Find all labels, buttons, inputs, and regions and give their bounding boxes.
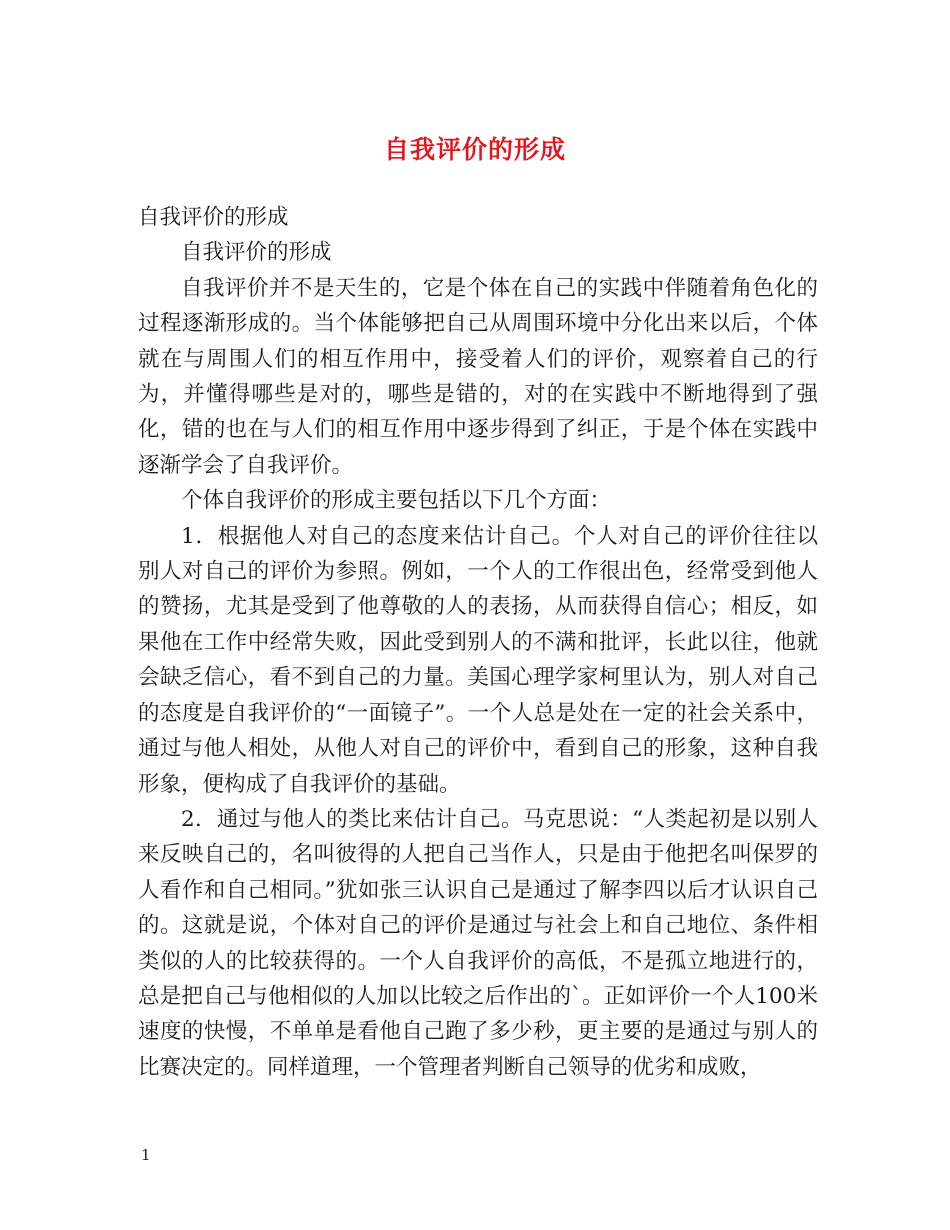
document-body xyxy=(138,200,818,1085)
paragraph-point-2: 2．通过与他人的类比来估计自己。马克思说：“人类起初是以别人来反映自己的，名叫彼得的人把自己当作人，只是由于他把名叫保罗的人看作和自己相同。”犹如张三认识自己是通过了解李四以后才认识自己的。这就是说，个体对自己的评价是通过与社会上和自己地位、条件相类似的人的比较获得的。一个人自我评价的高低，不是孤立地进行的，总是把自己与他相似的人加以比较之后作出的`。正如评价一个人100米速度的快慢，不单单是看他自己跑了多少秒，更主要的是通过与别人的比赛决定的。同样道理，一个管理者判断自己领导的优劣和成败， xyxy=(138,806,818,1080)
paragraph-aspects-lead: 个体自我评价的形成主要包括以下几个方面： xyxy=(181,488,612,514)
paragraph-intro: 自我评价并不是天生的，它是个体在自己的实践中伴随着角色化的过程逐渐形成的。当个体能够把自己从周围环境中分化出来以后，个体就在与周围人们的相互作用中，接受着人们的评价，观察着自己的行为，并懂得哪些是对的，哪些是错的，对的在实践中不断地得到了强化，错的也在与人们的相互作用中逐步得到了纠正，于是个体在实践中逐渐学会了自我评价。 xyxy=(138,275,818,478)
document-title: 自我评价的形成 xyxy=(383,135,566,164)
paragraph-heading-1: 自我评价的形成 xyxy=(138,205,289,230)
page-number: 1 xyxy=(141,1146,151,1164)
paragraph-heading-2: 自我评价的形成 xyxy=(181,240,332,266)
paragraph-point-1: 1．根据他人对自己的态度来估计自己。个人对自己的评价往往以别人对自己的评价为参照。例如，一个人的工作很出色，经常受到他人的赞扬，尤其是受到了他尊敬的人的表扬，从而获得自信心；相反，如果他在工作中经常失败，因此受到别人的不满和批评，长此以往，他就会缺乏信心，看不到自己的力量。美国心理学家柯里认为，别人对自己的态度是自我评价的“一面镜子”。一个人总是处在一定的社会关系中，通过与他人相处，从他人对自己的评价中，看到自己的形象，这种自我形象，便构成了自我评价的基础。 xyxy=(138,523,818,797)
